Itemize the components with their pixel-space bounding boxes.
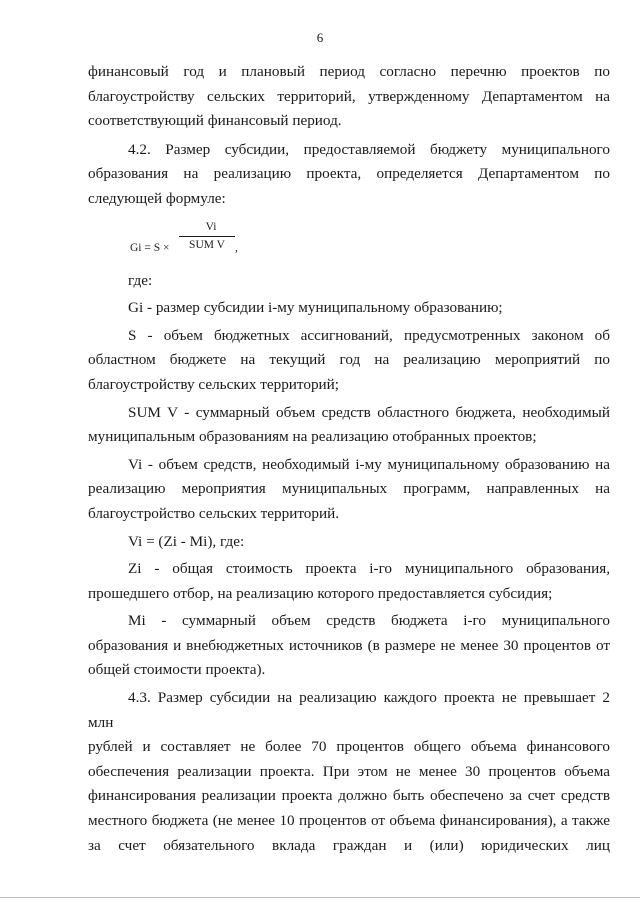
definition-s bbox=[88, 324, 610, 398]
paragraph-4-2 bbox=[88, 138, 610, 212]
text-line: образования на реализацию проекта, определяется Департаментом по bbox=[88, 165, 610, 183]
definition-gi bbox=[88, 296, 610, 321]
paragraph-4-3 bbox=[88, 686, 610, 858]
text-line: S - объем бюджетных ассигнований, предусмотренных законом об bbox=[128, 326, 610, 344]
text-line: соответствующий финансовый период. bbox=[88, 112, 342, 130]
text-line: Gi - размер субсидии i-му муниципальному образованию; bbox=[128, 299, 503, 317]
text-line: обеспечения реализации проекта. При этом не менее 30 процентов объема bbox=[88, 762, 610, 780]
text-line: местного бюджета (не менее 10 процентов от объема финансирования), а также bbox=[88, 812, 610, 830]
text-line: рублей и составляет не более 70 процентов общего объема финансового bbox=[88, 738, 610, 756]
text-line: благоустройству сельских территорий, утвержденному Департаментом на bbox=[88, 87, 610, 105]
text-line: образования и внебюджетных источников (в размере не менее 30 процентов от bbox=[88, 636, 610, 654]
text-line: реализацию мероприятия муниципальных программ, направленных на bbox=[88, 480, 610, 498]
formula-denominator: SUM V bbox=[189, 238, 225, 251]
text-line: прошедшего отбор, на реализацию которого предоставляется субсидия; bbox=[88, 584, 553, 602]
formula-lhs: Gi = S × bbox=[130, 241, 170, 254]
vi-formula bbox=[88, 530, 610, 555]
fraction-bar bbox=[179, 236, 235, 237]
text-line: SUM V - суммарный объем средств областного бюджета, необходимый bbox=[128, 403, 610, 421]
where-label bbox=[88, 269, 610, 294]
text-line: где: bbox=[128, 271, 153, 289]
definition-zi bbox=[88, 557, 610, 606]
formula-comma: , bbox=[235, 241, 238, 254]
text-line: муниципальным образованиям на реализацию отобранных проектов; bbox=[88, 428, 537, 446]
formula-numerator: Vi bbox=[205, 220, 217, 233]
page-number: 6 bbox=[316, 30, 324, 45]
scan-edge-line bbox=[0, 897, 640, 898]
text-line: финансирования реализации проекта должно быть обеспечено за счет средств bbox=[88, 787, 610, 805]
text-line: 4.3. Размер субсидии на реализацию каждого проекта не превышает 2 млн bbox=[88, 689, 610, 731]
text-line: Vi - объем средств, необходимый i-му муниципальному образованию на bbox=[128, 455, 610, 473]
text-line: благоустройству сельских территорий; bbox=[88, 375, 340, 393]
text-line: областном бюджете на текущий год на реализацию мероприятий по bbox=[88, 351, 610, 369]
text-line: Mi - суммарный объем средств бюджета i-го муниципального bbox=[128, 612, 610, 630]
document-body bbox=[88, 60, 610, 858]
text-line: следующей формуле: bbox=[88, 189, 226, 207]
text-line: благоустройство сельских территорий. bbox=[88, 504, 340, 522]
text-line: финансовый год и плановый период согласно перечню проектов по bbox=[88, 63, 610, 80]
definition-mi bbox=[88, 609, 610, 683]
formula-fraction bbox=[179, 220, 235, 253]
subsidy-formula bbox=[130, 220, 610, 266]
definition-vi bbox=[88, 453, 610, 527]
text-line: общей стоимости проекта). bbox=[88, 661, 266, 679]
text-line: 4.2. Размер субсидии, предоставляемой бюджету муниципального bbox=[128, 140, 610, 158]
text-line: Zi - общая стоимость проекта i-го муниципального образования, bbox=[128, 560, 610, 578]
definition-sum-v bbox=[88, 401, 610, 450]
paragraph-continuation bbox=[88, 60, 610, 134]
text-line: за счет обязательного вклада граждан и (или) юридических лиц bbox=[88, 836, 610, 854]
text-line: Vi = (Zi - Mi), где: bbox=[128, 532, 245, 550]
